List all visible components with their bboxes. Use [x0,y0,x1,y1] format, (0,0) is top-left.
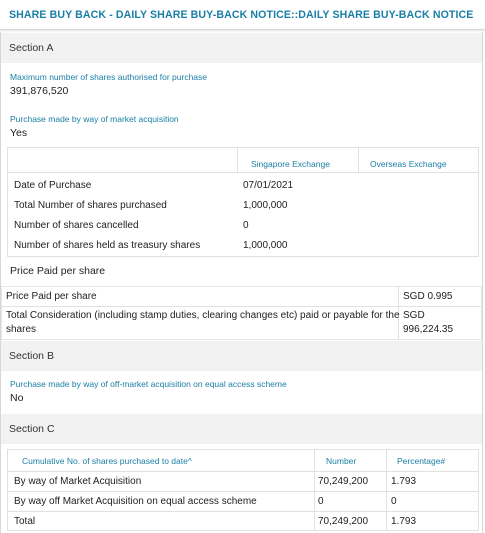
row-label-market: By way of Market Acquisition [14,476,142,487]
row-label-date: Date of Purchase [14,180,92,191]
price-paid-label: Price Paid per share [6,291,97,302]
row-pct-market: 1.793 [391,476,417,487]
row-label-cancelled: Number of shares cancelled [14,220,139,231]
row-number-market: 70,249,200 [318,476,369,487]
max-shares-label: Maximum number of shares authorised for purchase [10,72,208,82]
row-label-total: Total [14,516,36,527]
total-consideration-label-cont: shares [6,324,37,335]
col-singapore-exchange: Singapore Exchange [251,159,330,169]
price-table [1,286,482,340]
offmarket-value: No [10,392,24,404]
row-number-offmarket: 0 [318,496,324,507]
market-acquisition-value: Yes [10,127,28,139]
market-acquisition-label: Purchase made by way of market acquisition [10,114,179,124]
total-consideration-currency: SGD [403,310,425,321]
row-value-total-purchased: 1,000,000 [243,200,288,211]
row-value-cancelled: 0 [243,220,249,231]
row-label-treasury: Number of shares held as treasury shares [14,240,201,251]
page-header [0,0,485,30]
col-percentage: Percentage# [397,456,446,466]
total-consideration-label: Total Consideration (including stamp duties, clearing changes etc) paid or payable for the [6,310,400,321]
row-pct-offmarket: 0 [391,496,397,507]
section-a-title: Section A [9,42,54,54]
row-pct-total: 1.793 [391,516,417,527]
col-cumulative-shares: Cumulative No. of shares purchased to date^ [22,456,192,466]
page-title: SHARE BUY BACK - DAILY SHARE BUY-BACK NOTICE::DAILY SHARE BUY-BACK NOTICE [9,9,474,21]
total-consideration-value: 996,224.35 [403,324,454,335]
row-label-total-purchased: Total Number of shares purchased [14,200,167,211]
cumulative-shares-table [7,449,479,531]
row-value-date: 07/01/2021 [243,180,294,191]
price-paid-value: SGD 0.995 [403,291,453,302]
row-number-total: 70,249,200 [318,516,369,527]
col-number: Number [326,456,357,466]
section-b-title: Section B [9,350,54,362]
price-paid-heading: Price Paid per share [10,265,106,277]
row-value-treasury: 1,000,000 [243,240,288,251]
row-label-offmarket: By way off Market Acquisition on equal access scheme [14,496,257,507]
section-b-header [1,341,482,371]
section-c-title: Section C [9,423,55,435]
max-shares-value: 391,876,520 [10,85,69,97]
section-c-header [1,414,482,444]
section-a-header [1,33,482,63]
col-overseas-exchange: Overseas Exchange [370,159,447,169]
offmarket-label: Purchase made by way of off-market acquisition on equal access scheme [10,379,287,389]
purchase-details-table [7,147,479,257]
